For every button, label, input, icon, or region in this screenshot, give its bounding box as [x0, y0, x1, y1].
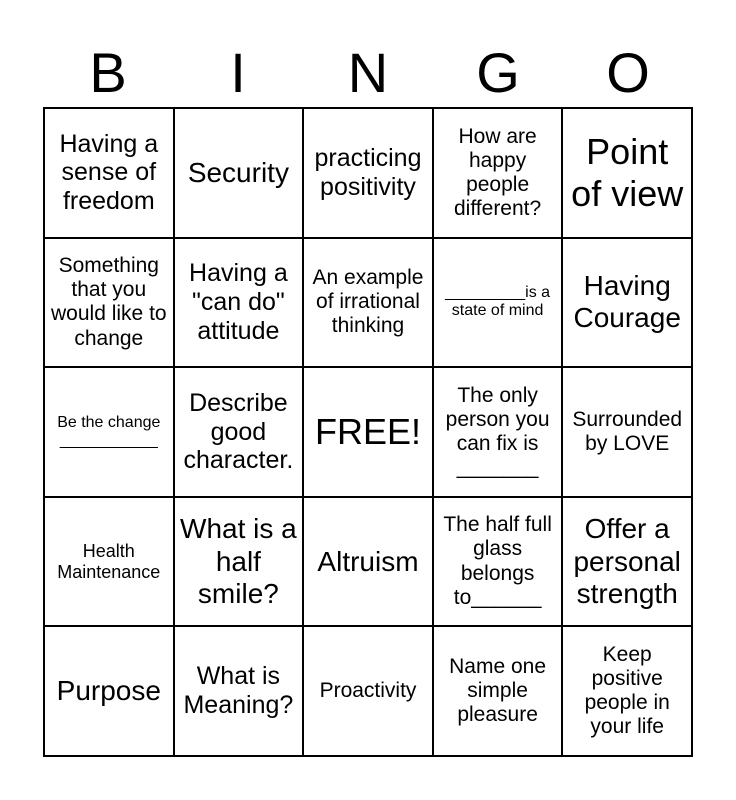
bingo-cell[interactable]: What is a half smile?: [174, 497, 304, 627]
bingo-cell[interactable]: An example of irrational thinking: [303, 238, 433, 368]
bingo-cell[interactable]: Name one simple pleasure: [433, 626, 563, 756]
header-letter-n: N: [347, 41, 389, 104]
bingo-cell[interactable]: Something that you would like to change: [44, 238, 174, 368]
bingo-cell[interactable]: Offer a personal strength: [562, 497, 692, 627]
bingo-cell[interactable]: What is Meaning?: [174, 626, 304, 756]
bingo-cell[interactable]: Having a "can do" attitude: [174, 238, 304, 368]
bingo-cell[interactable]: Having a sense of freedom: [44, 108, 174, 238]
header-letter-b: B: [89, 41, 127, 104]
free-space[interactable]: FREE!: [303, 367, 433, 497]
bingo-cell[interactable]: Having Courage: [562, 238, 692, 368]
bingo-cell[interactable]: The half full glass belongs to______: [433, 497, 563, 627]
bingo-cell[interactable]: The only person you can fix is _______: [433, 367, 563, 497]
bingo-cell[interactable]: How are happy people different?: [433, 108, 563, 238]
header-letter-i: I: [230, 41, 246, 104]
bingo-header: [43, 38, 693, 108]
bingo-cell[interactable]: _________is a state of mind: [433, 238, 563, 368]
bingo-cell[interactable]: Be the change ___________: [44, 367, 174, 497]
bingo-cell[interactable]: Keep positive people in your life: [562, 626, 692, 756]
bingo-board: [43, 107, 693, 757]
bingo-cell[interactable]: Security: [174, 108, 304, 238]
bingo-cell[interactable]: Surrounded by LOVE: [562, 367, 692, 497]
bingo-cell[interactable]: Purpose: [44, 626, 174, 756]
header-letter-g: G: [476, 41, 520, 104]
header-letter-o: O: [606, 41, 650, 104]
bingo-cell[interactable]: Point of view: [562, 108, 692, 238]
bingo-cell[interactable]: Proactivity: [303, 626, 433, 756]
bingo-cell[interactable]: practicing positivity: [303, 108, 433, 238]
bingo-cell[interactable]: Describe good character.: [174, 367, 304, 497]
bingo-cell[interactable]: Altruism: [303, 497, 433, 627]
bingo-cell[interactable]: Health Maintenance: [44, 497, 174, 627]
